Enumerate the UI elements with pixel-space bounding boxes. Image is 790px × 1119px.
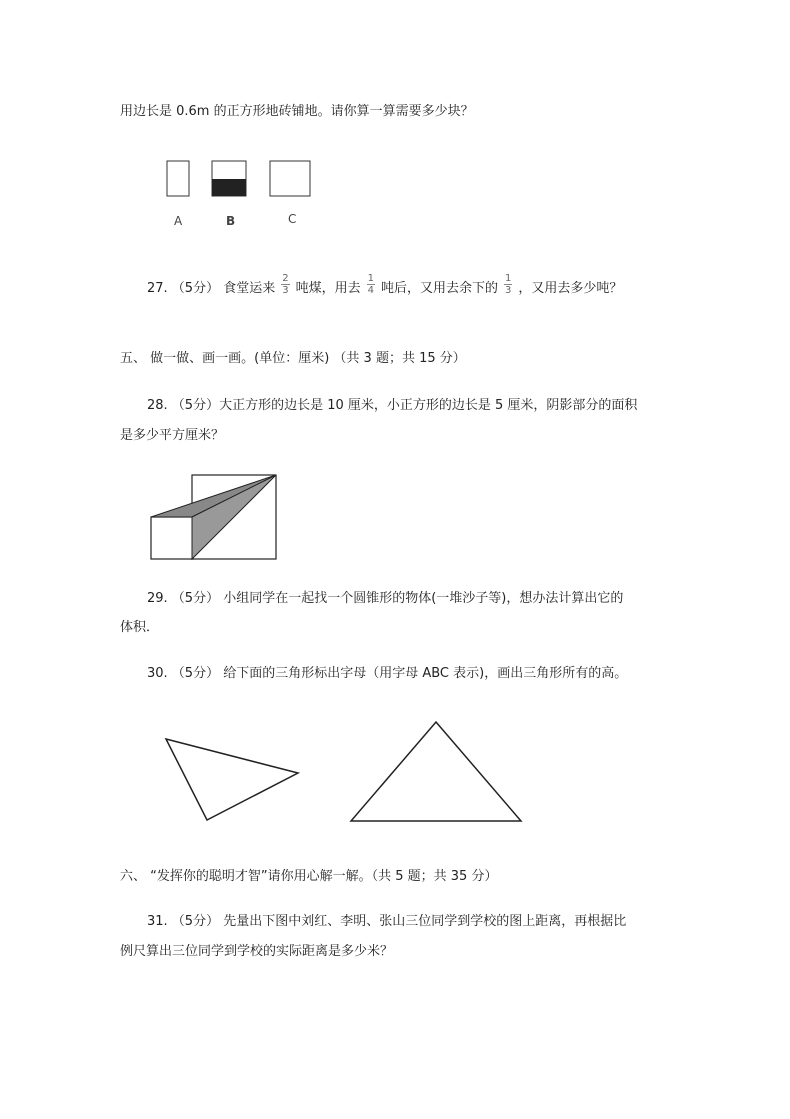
q27-prefix: 27. （5分） 食堂运来 — [147, 281, 276, 296]
rect-c — [270, 161, 310, 196]
q31-line2: 例尺算出三位同学到学校的实际距离是多少米？ — [120, 944, 394, 959]
label-b: B — [226, 214, 236, 228]
label-a: A — [174, 214, 183, 228]
q26-text: 用边长是 0.6m 的正方形地砖铺地。请你算一算需要多少块？ — [120, 104, 474, 119]
small-square — [151, 517, 193, 559]
q28-line2: 是多少平方厘米？ — [120, 428, 225, 443]
q28-line1: 28. （5分）大正方形的边长是 10 厘米，小正方形的边长是 5 厘米，阴影部分的面积 — [147, 398, 638, 413]
label-c: C — [288, 212, 297, 226]
q27-end: ，又用去多少吨？ — [518, 281, 623, 296]
q29-line2: 体积． — [120, 620, 160, 635]
triangle-right — [351, 722, 521, 821]
q31-line1: 31. （5分） 先量出下图中刘红、李明、张山三位同学到学校的图上距离，再根据比 — [147, 914, 627, 929]
q29-line1: 29. （5分） 小组同学在一起找一个圆锥形的物体(一堆沙子等)，想办法计算出它的 — [147, 591, 624, 606]
section-6-title: 六、 “发挥你的聪明才智”请你用心解一解。（共 5 题；共 35 分） — [120, 869, 498, 884]
rect-a — [167, 161, 189, 196]
q27-text — [147, 273, 623, 300]
rect-b-shaded — [212, 179, 246, 196]
q27-mid: 吨煤，用去 — [295, 281, 361, 296]
fraction-one-quarter: $\frac{1}{4}$ — [367, 273, 374, 296]
q30-line1: 30. （5分） 给下面的三角形标出字母（用字母 ABC 表示)，画出三角形所有的高。 — [147, 666, 628, 681]
q27-mid2: 吨后，又用去余下的 — [380, 281, 498, 296]
triangle-left — [166, 739, 298, 820]
q26-figure — [160, 155, 330, 235]
section-5-title: 五、 做一做、画一画。(单位：厘米) （共 3 题；共 15 分） — [120, 351, 466, 366]
q28-figure — [148, 472, 280, 562]
fraction-two-thirds: $\frac{2}{3}$ — [282, 273, 289, 296]
fraction-one-third: $\frac{1}{3}$ — [505, 273, 512, 296]
q30-figure — [160, 715, 530, 830]
